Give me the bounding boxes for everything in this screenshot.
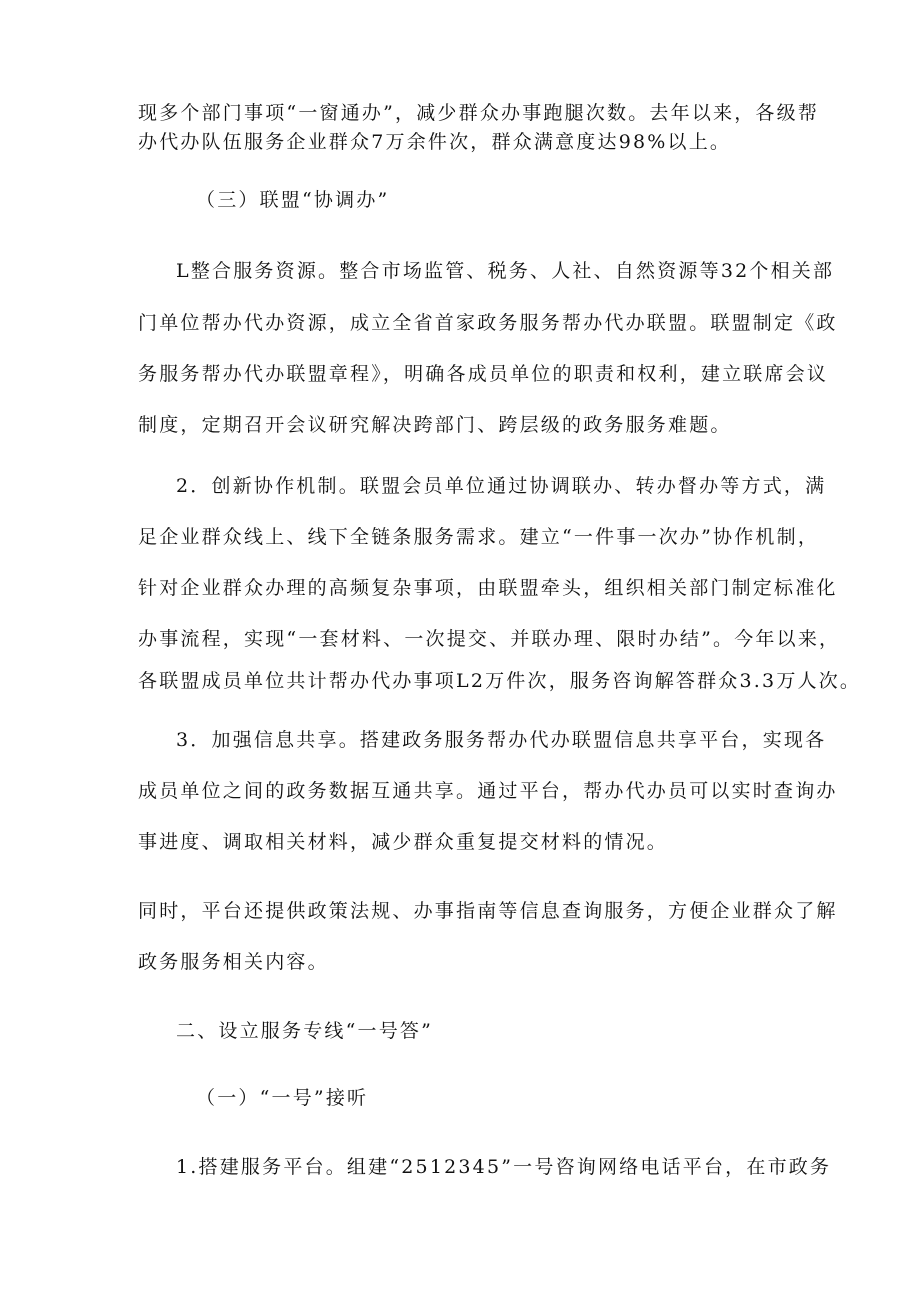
- subsection-heading: （三）联盟“协调办”: [196, 189, 390, 211]
- paragraph-line: 同时，平台还提供政策法规、办事指南等信息查询服务，方便企业群众了解: [138, 900, 838, 922]
- paragraph-line: 足企业群众线上、线下全链条服务需求。建立“一件事一次办”协作机制，: [138, 526, 820, 548]
- paragraph-line: 1.搭建服务平台。组建“2512345”一号咨询网络电话平台，在市政务: [176, 1156, 832, 1178]
- subsection-heading: （一）“一号”接听: [196, 1087, 369, 1109]
- paragraph-line: 办事流程，实现“一套材料、一次提交、并联办理、限时办结”。今年以来，: [138, 628, 841, 650]
- paragraph-line: 3．加强信息共享。搭建政务服务帮办代办联盟信息共享平台，实现各: [176, 729, 827, 751]
- paragraph-line: 2．创新协作机制。联盟会员单位通过协调联办、转办督办等方式，满: [176, 475, 827, 497]
- paragraph-line: 政务服务相关内容。: [138, 951, 329, 973]
- section-heading: 二、设立服务专线“一号答”: [176, 1020, 434, 1042]
- paragraph-line: 针对企业群众办理的高频复杂事项，由联盟牵头，组织相关部门制定标准化: [138, 577, 838, 599]
- paragraph-line: 办代办队伍服务企业群众7万余件次，群众满意度达98%以上。: [138, 131, 732, 153]
- paragraph-line: 制度，定期召开会议研究解决跨部门、跨层级的政务服务难题。: [138, 414, 732, 436]
- paragraph-line: 现多个部门事项“一窗通办”，减少群众办事跑腿次数。去年以来，各级帮: [138, 102, 820, 124]
- paragraph-line: 成员单位之间的政务数据互通共享。通过平台，帮办代办员可以实时查询办: [138, 780, 838, 802]
- paragraph-line: 事进度、调取相关材料，减少群众重复提交材料的情况。: [138, 831, 669, 853]
- paragraph-line: 各联盟成员单位共计帮办代办事项L2万件次，服务咨询解答群众3.3万人次。: [138, 670, 862, 692]
- paragraph-line: 务服务帮办代办联盟章程》，明确各成员单位的职责和权利，建立联席会议: [138, 363, 829, 385]
- paragraph-line: L整合服务资源。整合市场监管、税务、人社、自然资源等32个相关部: [176, 260, 835, 282]
- paragraph-line: 门单位帮办代办资源，成立全省首家政务服务帮办代办联盟。联盟制定《政: [138, 312, 838, 334]
